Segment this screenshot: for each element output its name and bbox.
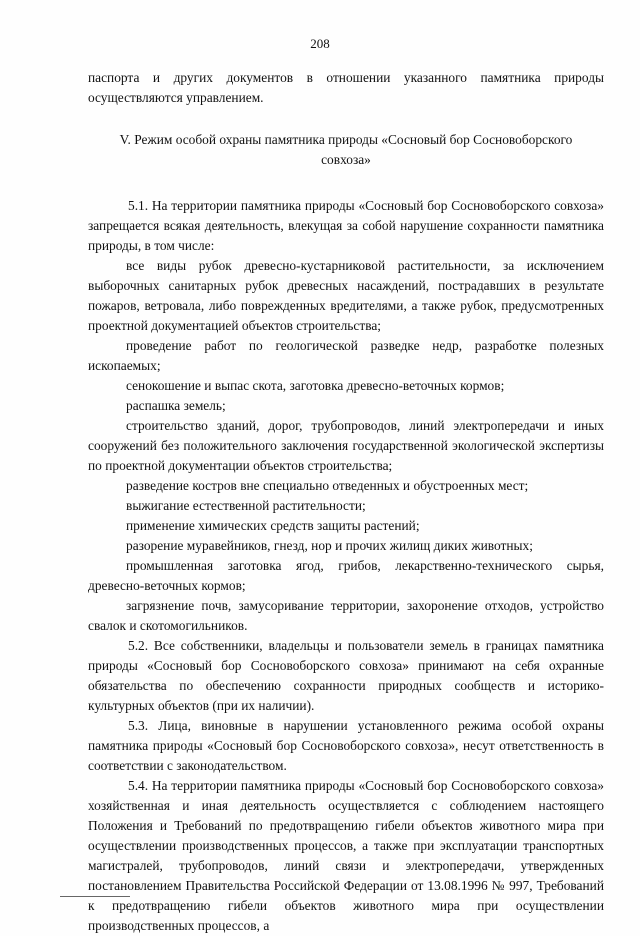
list-item-pollution: загрязнение почв, замусоривание территории, захоронение отходов, устройство свалок и скотомогильников. bbox=[88, 598, 604, 633]
list-item-felling: все виды рубок древесно-кустарниковой растительности, за исключением выборочных санитарных рубок древесных насаждений, пострадавших в результате пожаров, ветровала, либо поврежденных вредителями, а также рубок, предусмотренных проектной документацией объектов строительства; bbox=[88, 258, 604, 333]
list-item-chemicals: применение химических средств защиты растений; bbox=[126, 518, 420, 533]
paragraph-5-2: 5.2. Все собственники, владельцы и пользователи земель в границах памятника природы «Сосновый бор Сосновоборского совхоза» принимают на себя охранные обязательства по обеспечению сохранности природных сообществ и историко-культурных объектов (при их наличии). bbox=[88, 638, 604, 713]
intro-paragraph: паспорта и других документов в отношении указанного памятника природы осуществляются управлением. bbox=[88, 70, 604, 105]
paragraph-5-1: 5.1. На территории памятника природы «Сосновый бор Сосновоборского совхоза» запрещается всякая деятельность, влекущая за собой нарушение сохранности памятника природы, в том числе: bbox=[88, 198, 604, 253]
paragraph-5-3: 5.3. Лица, виновные в нарушении установленного режима особой охраны памятника природы «Сосновый бор Сосновоборского совхоза», несут ответственность в соответствии с законодательством. bbox=[88, 718, 604, 773]
footer-rule bbox=[60, 896, 130, 897]
list-item-construction: строительство зданий, дорог, трубопроводов, линий электропередачи и иных сооружений без положительного заключения государственной экологической экспертизы по проектной документации объектов строительства; bbox=[88, 418, 604, 473]
list-item-burning: выжигание естественной растительности; bbox=[126, 498, 366, 513]
list-item-geology: проведение работ по геологической разведке недр, разработке полезных ископаемых; bbox=[88, 338, 604, 373]
page-number: 208 bbox=[310, 36, 330, 51]
list-item-nests: разорение муравейников, гнезд, нор и прочих жилищ диких животных; bbox=[126, 538, 533, 553]
list-item-harvesting: промышленная заготовка ягод, грибов, лекарственно-технического сырья, древесно-веточных кормов; bbox=[88, 558, 604, 593]
list-item-haymaking: сенокошение и выпас скота, заготовка древесно-веточных кормов; bbox=[126, 378, 505, 393]
list-item-campfires: разведение костров вне специально отведенных и обустроенных мест; bbox=[126, 478, 529, 493]
paragraph-5-4: 5.4. На территории памятника природы «Сосновый бор Сосновоборского совхоза» хозяйственная и иная деятельность осуществляется с соблюдением настоящего Положения и Требований по предотвращению гибели объектов животного мира при осуществлении производственных процессов, а также при эксплуатации транспортных магистралей, трубопроводов, линий связи и электропередачи, утвержденных постановлением Правительства Российской Федерации от 13.08.1996 № 997, Требований к предотвращению гибели объектов животного мира при осуществлении производственных процессов, а bbox=[88, 778, 604, 933]
section-heading: V. Режим особой охраны памятника природы «Сосновый бор Сосновоборского совхоза» bbox=[119, 132, 573, 167]
document-body bbox=[88, 68, 604, 936]
list-item-plowing: распашка земель; bbox=[126, 398, 226, 413]
